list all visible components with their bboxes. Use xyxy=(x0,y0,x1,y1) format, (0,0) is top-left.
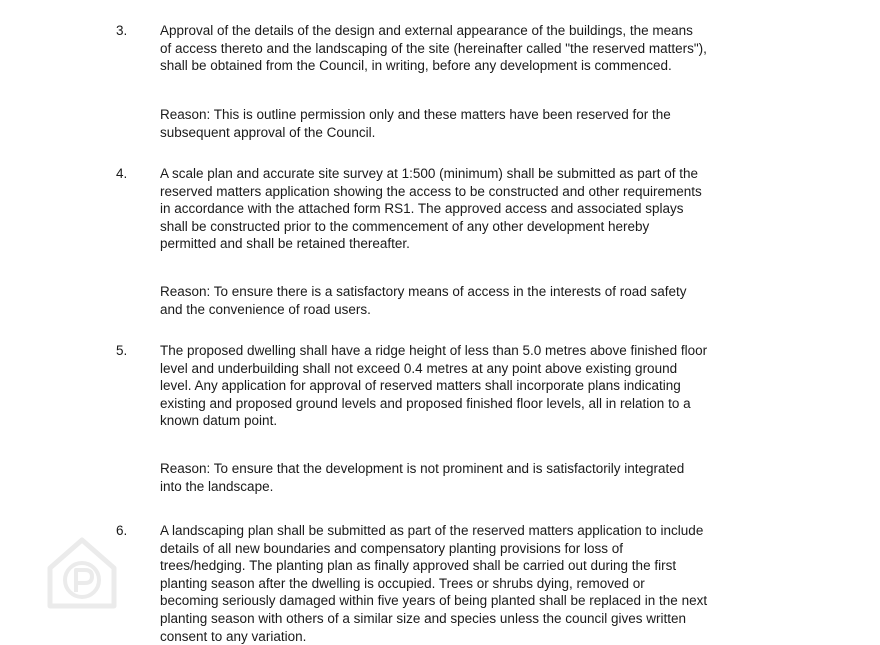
text-line: of access thereto and the landscaping of the site (hereinafter called "the reserved matters"), xyxy=(160,40,707,56)
reason-line: subsequent approval of the Council. xyxy=(160,124,376,140)
condition-number: 5. xyxy=(116,343,128,358)
condition-number: 6. xyxy=(116,523,128,538)
reason-line: into the landscape. xyxy=(160,478,274,494)
text-line: planting season with others of a similar size and species unless the council gives written xyxy=(160,610,687,626)
reason-line: Reason: To ensure that the development is not prominent and is satisfactorily integrated xyxy=(160,461,685,476)
condition-number: 4. xyxy=(116,166,128,181)
text-line: The proposed dwelling shall have a ridge height of less than 5.0 metres above finished floor xyxy=(160,343,708,358)
property-house-p-logo-icon xyxy=(42,532,122,612)
text-line: Approval of the details of the design and external appearance of the buildings, the means xyxy=(160,23,693,38)
text-line: existing and proposed ground levels and proposed finished floor levels, all in relation to a xyxy=(160,395,691,411)
condition-text xyxy=(160,165,800,253)
text-line: reserved matters application showing the access to be constructed and other requirements xyxy=(160,183,702,199)
condition-reason xyxy=(160,106,800,141)
condition-text xyxy=(160,522,800,645)
condition-number: 3. xyxy=(116,23,128,38)
text-line: shall be obtained from the Council, in writing, before any development is commenced. xyxy=(160,58,672,74)
text-line: consent to any variation. xyxy=(160,628,307,644)
text-line: level. Any application for approval of reserved matters shall incorporate plans indicating xyxy=(160,378,681,394)
reason-line: Reason: To ensure there is a satisfactory means of access in the interests of road safety xyxy=(160,284,687,299)
condition-text xyxy=(160,22,800,75)
text-line: in accordance with the attached form RS1. The approved access and associated splays xyxy=(160,201,684,217)
text-line: trees/hedging. The planting plan as finally approved shall be carried out during the first xyxy=(160,558,677,574)
text-line: level and underbuilding shall not exceed 0.4 metres at any point above existing ground xyxy=(160,360,678,376)
text-line: shall be constructed prior to the commencement of any other development hereby xyxy=(160,218,650,234)
reason-line: and the convenience of road users. xyxy=(160,301,371,317)
text-line: becoming seriously damaged within five years of being planted shall be replaced in the next xyxy=(160,593,708,609)
condition-text xyxy=(160,342,800,430)
text-line: A landscaping plan shall be submitted as part of the reserved matters application to include xyxy=(160,523,704,538)
text-line: A scale plan and accurate site survey at 1:500 (minimum) shall be submitted as part of the xyxy=(160,166,699,181)
text-line: permitted and shall be retained thereafter. xyxy=(160,236,410,252)
condition-reason xyxy=(160,283,800,318)
text-line: planting season after the dwelling is occupied. Trees or shrubs dying, removed or xyxy=(160,575,645,591)
reason-line: Reason: This is outline permission only and these matters have been reserved for the xyxy=(160,107,671,122)
text-line: details of all new boundaries and compensatory planting provisions for loss of xyxy=(160,540,624,556)
text-line: known datum point. xyxy=(160,413,278,429)
condition-reason xyxy=(160,460,800,495)
